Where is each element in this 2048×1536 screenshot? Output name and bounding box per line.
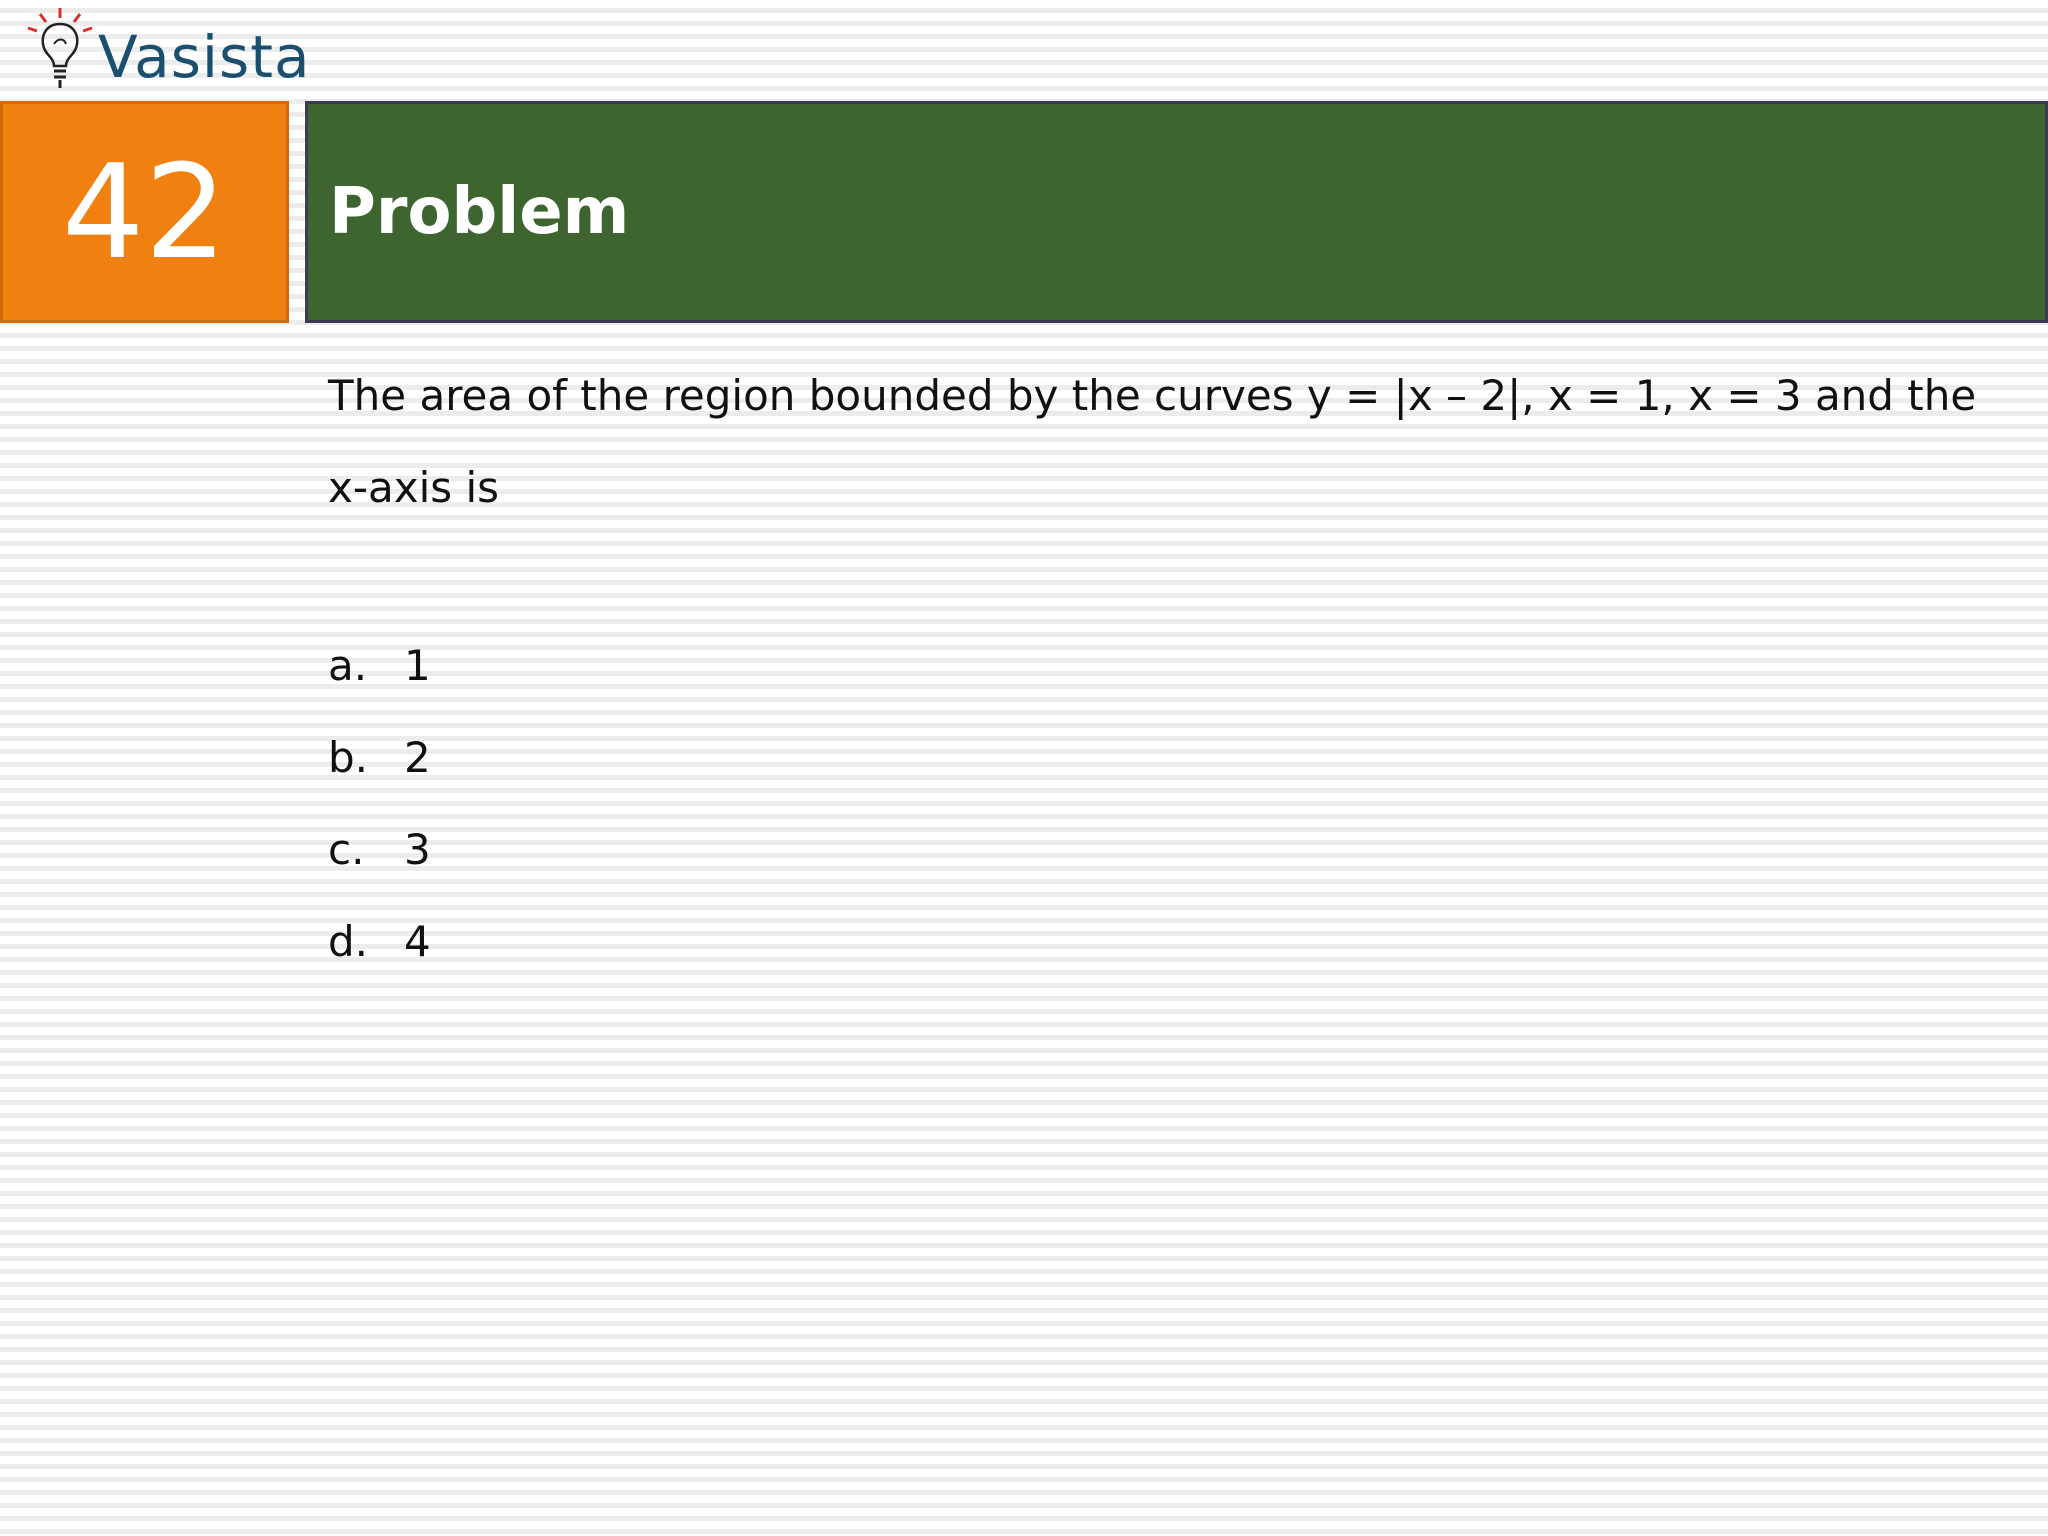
answer-options [328, 620, 431, 988]
option-d [328, 896, 431, 988]
option-letter: d. [328, 917, 369, 966]
option-letter: c. [328, 825, 365, 874]
option-a [328, 620, 431, 712]
option-letter: a. [328, 641, 368, 690]
lightbulb-icon [20, 4, 100, 96]
option-value: 1 [404, 641, 431, 690]
logo-wordmark: Vasista [98, 23, 311, 91]
option-letter: b. [328, 733, 369, 782]
option-value: 4 [404, 917, 431, 966]
option-value: 2 [404, 733, 431, 782]
vasista-logo [20, 4, 311, 96]
slide-number-box [0, 101, 289, 323]
option-b [328, 712, 431, 804]
title-bar [305, 101, 2048, 323]
slide-title: Problem [329, 175, 630, 249]
option-value: 3 [404, 825, 431, 874]
option-c [328, 804, 431, 896]
question-text: The area of the region bounded by the curves y = |x – 2|, x = 1, x = 3 and the x-axis is [328, 371, 1977, 512]
slide-number: 42 [61, 136, 228, 288]
